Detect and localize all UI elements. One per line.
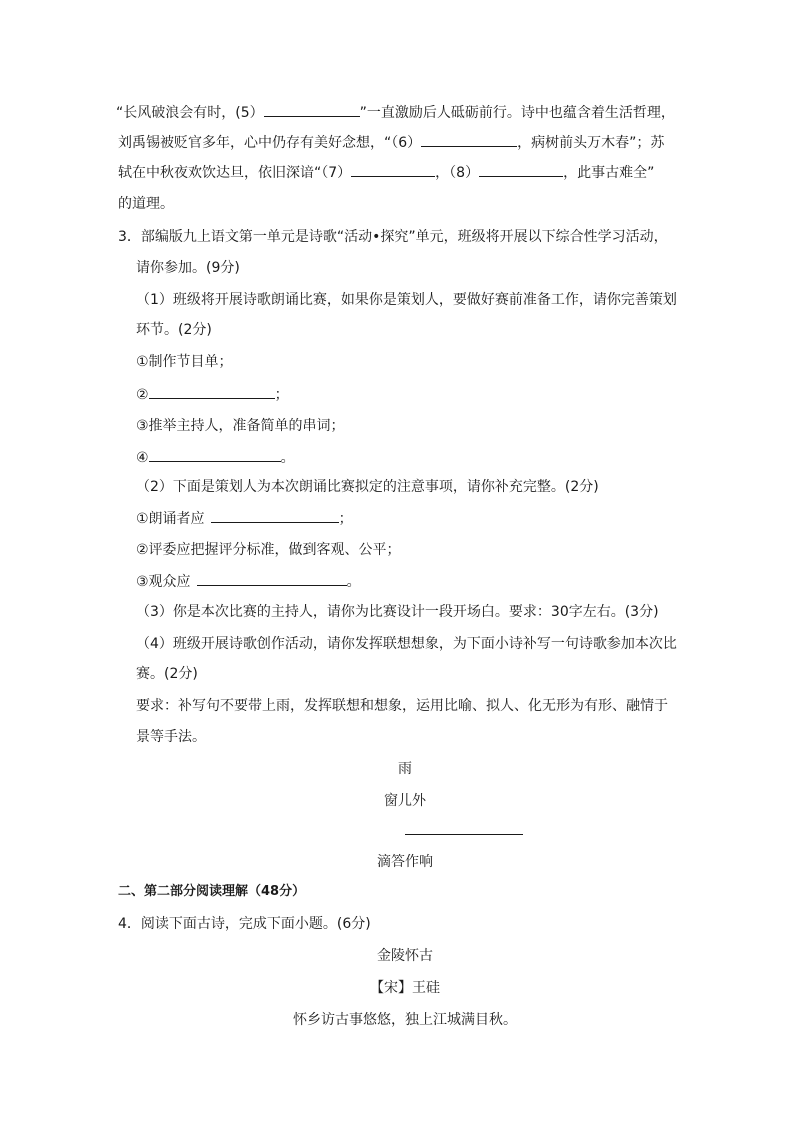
notice-item-1 [136, 508, 353, 529]
blank-8[interactable] [479, 162, 563, 177]
intro-line-3 [118, 162, 654, 183]
poem-verse-text: 怀乡访古事悠悠，独上江城满目秋。 [293, 1012, 517, 1028]
poem-text: 滴答作响 [377, 854, 433, 870]
q3-stem-cont [136, 258, 240, 278]
plan-item-marker: ④ [136, 450, 149, 466]
notice-item-text: ； [338, 511, 353, 527]
plan-item-2 [136, 384, 289, 405]
notice-item-1-blank[interactable] [211, 508, 339, 523]
intro-text: ，（8） [435, 165, 480, 181]
intro-line-1 [116, 102, 675, 123]
notice-item-text: ③观众应 [136, 574, 191, 590]
notice-item-text: ②评委应把握评分标准，做到客观、公平； [136, 542, 401, 558]
q3-part3-text: （3）你是本次比赛的主持人，请你为比赛设计一段开场白。要求：30字左右。(3分) [136, 604, 659, 620]
notice-item-3 [136, 571, 361, 592]
plan-item-text: ③推举主持人，准备简单的串词； [136, 418, 345, 434]
intro-text: 轼在中秋夜欢饮达旦，依旧深谙“（7） [118, 165, 352, 181]
q3-part2-text: （2）下面是策划人为本次朗诵比赛拟定的注意事项，请你补充完整。(2分) [136, 479, 599, 495]
intro-text: “长风破浪会有时，(5） [116, 105, 264, 121]
q3-stem-text: 请你参加。(9分) [136, 260, 240, 276]
q3-part3 [136, 602, 659, 622]
poem-author-text: 【宋】王硅 [370, 980, 440, 996]
q3-part1-cont [136, 320, 212, 340]
poem-author [0, 978, 794, 998]
notice-item-3-blank[interactable] [197, 571, 347, 586]
intro-text: 的道理。 [118, 196, 174, 212]
q3-stem [118, 227, 668, 247]
blank-7[interactable] [351, 162, 435, 177]
q3-part4-cont [136, 664, 198, 684]
plan-item-2-blank[interactable] [149, 384, 275, 399]
plan-item-text: ①制作节目单； [136, 354, 233, 370]
plan-item-text: 。 [280, 450, 295, 466]
poem-text: 窗儿外 [384, 793, 426, 809]
q3-part4-text: （4）班级开展诗歌创作活动，请你发挥联想想象，为下面小诗补写一句诗歌参加本次比 [136, 636, 677, 652]
q3-part4 [136, 634, 677, 654]
q4-stem-text: 4．阅读下面古诗，完成下面小题。(6分) [118, 916, 371, 932]
q4-stem [118, 914, 371, 934]
plan-item-text: ； [274, 387, 289, 403]
plan-item-1 [136, 352, 233, 372]
notice-item-text: ①朗诵者应 [136, 511, 205, 527]
requirement-text: 要求：补写句不要带上雨，发挥联想和想象，运用比喻、拟人、化无形为有形、融情于 [136, 698, 668, 714]
intro-text: ”一直激励后人砥砺前行。诗中也蕴含着生活哲理， [359, 105, 675, 121]
q3-part1-text: 环节。(2分) [136, 322, 212, 338]
intro-line-4 [118, 194, 174, 214]
poem-blank-line[interactable] [405, 818, 523, 835]
intro-text: 刘禹锡被贬官多年，心中仍存有美好念想，“（6） [118, 135, 422, 151]
notice-item-text: 。 [346, 574, 361, 590]
intro-text: ，病树前头万木春”；苏 [517, 135, 665, 151]
poem-line-2 [0, 791, 794, 811]
requirement-cont [136, 727, 206, 747]
poem-text: 雨 [398, 761, 412, 777]
intro-text: ，此事古难全” [563, 165, 655, 181]
notice-item-2 [136, 540, 401, 560]
blank-5[interactable] [264, 102, 360, 117]
poem-title-text: 金陵怀古 [377, 948, 433, 964]
q3-part1-text: （1）班级将开展诗歌朗诵比赛，如果你是策划人，要做好赛前准备工作，请你完善策划 [136, 292, 677, 308]
section-heading-text: 二、第二部分阅读理解（48分） [118, 884, 306, 899]
q3-part2 [136, 477, 599, 497]
q3-part4-text: 赛。(2分) [136, 666, 198, 682]
poem-line-1 [0, 759, 794, 779]
poem-verse-1 [0, 1010, 794, 1030]
poem-title [0, 946, 794, 966]
intro-line-2 [118, 132, 664, 153]
plan-item-4 [136, 447, 295, 468]
q3-part1 [136, 290, 677, 310]
plan-item-3 [136, 416, 345, 436]
q3-stem-text: 3．部编版九上语文第一单元是诗歌“活动•探究”单元，班级将开展以下综合性学习活动， [118, 229, 668, 245]
requirement [136, 696, 668, 716]
plan-item-4-blank[interactable] [149, 447, 281, 462]
section-heading [118, 882, 305, 902]
blank-6[interactable] [421, 132, 517, 147]
poem-line-4 [0, 852, 794, 872]
plan-item-marker: ② [136, 387, 149, 403]
requirement-text: 景等手法。 [136, 729, 206, 745]
